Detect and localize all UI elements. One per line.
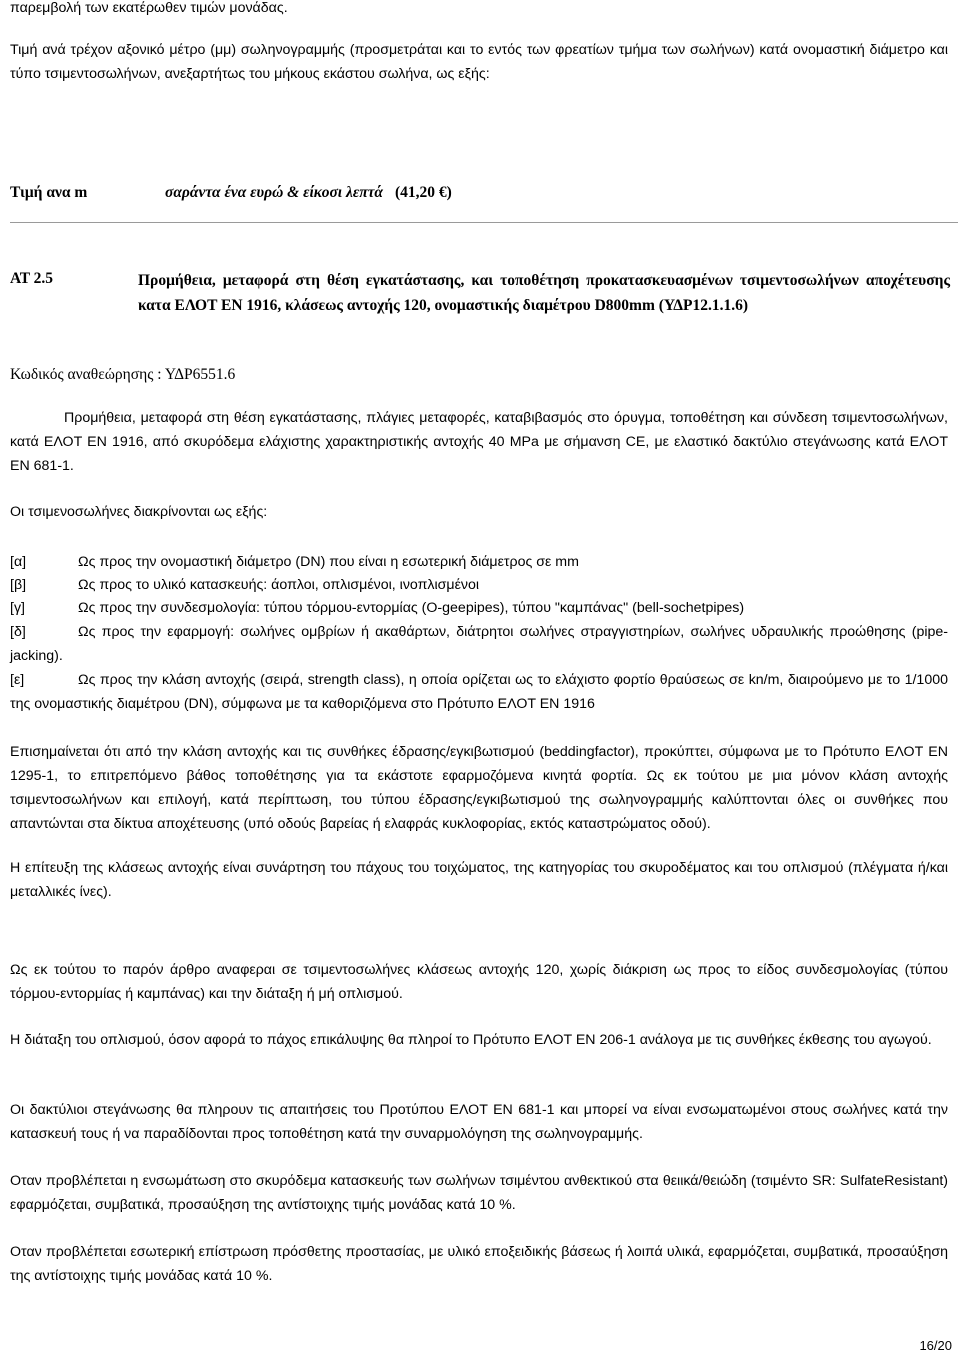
classification-item	[10, 668, 948, 716]
item-marker: [ε]	[10, 672, 25, 688]
item-marker: [δ]	[10, 624, 26, 640]
article-code: ΑΤ 2.5	[10, 270, 53, 287]
article-description: Προμήθεια, μεταφορά στη θέση εγκατάστασης, πλάγιες μεταφορές, καταβιβασμός στο όρυγμα, τοποθέτηση και σύνδεση τσιμεντοσωλήνων, κατά ΕΛΟΤ ΕΝ 1916, από σκυρόδεμα ελάχιστης χαρακτηριστικής αντοχής 40 MPa με σήμανση CE, με ελαστικό δακτύλιο στεγάνωσης κατά ΕΛΟΤ ΕΝ 681-1.	[10, 410, 948, 474]
price-row	[10, 181, 948, 211]
paragraph-class-120: Ως εκ τούτου το παρόν άρθρο αναφεραι σε τσιμεντοσωλήνες κλάσεως αντοχής 120, χωρίς διάκριση ως προς το είδος συνδεσμολογίας (τύπου τόρμου-εντορμίας ή καμπάνας) και την διάταξη ή μή οπλισμού.	[10, 962, 948, 1002]
classification-item	[10, 573, 948, 597]
revision-code: Κωδικός αναθεώρησης : ΥΔΡ6551.6	[10, 366, 236, 383]
price-in-words: σαράντα ένα ευρώ & είκοσι λεπτά	[165, 184, 383, 201]
classification-item	[10, 550, 948, 574]
price-amount: (41,20 €)	[395, 184, 452, 201]
paragraph-beddingfactor: Επισημαίνεται ότι από την κλάση αντοχής και τις συνθήκες έδρασης/εγκιβωτισμού (beddingfactor), προκύπτει, σύμφωνα με το Πρότυπο ΕΛΟΤ ΕΝ 1295-1, το επιτρεπόμενο βάθος τοποθέτησης για τα εκάστοτε εφαρμοζόμενα κινητά φορτία. Ως εκ τούτου με μια μόνον κλάση αντοχής τσιμεντοσωλήνων και επιλογή, κατά περίπτωση, του τύπου έδρασης/εγκιβωτισμού της σωληνογραμμής καλύπτονται όλες οι συνθήκες που απαντώνται στα δίκτυα αποχέτευσης (υπό οδούς βαρείας ή ελαφράς κυκλοφορίας, εκτός καταστρώματος οδού).	[10, 744, 948, 832]
item-marker: [α]	[10, 554, 27, 570]
item-text: Ως προς την εφαρμογή: σωλήνες ομβρίων ή ακαθάρτων, διάτρητοι σωλήνες στραγγιστηρίων, σωλήνες υδραυλικής προώθησης (pipe-jacking).	[10, 624, 948, 664]
page-number: 16/20	[919, 1338, 952, 1353]
article-title: Προμήθεια, μεταφορά στη θέση εγκατάστασης, και τοποθέτηση προκατασκευασμένων τσιμεντοσωλήνων αποχέτευσης κατα ΕΛΟΤ ΕΝ 1916, κλάσεως αντοχής 120, ονομαστικής διαμέτρου D800mm (ΥΔΡ12.1.1.6)	[138, 272, 950, 314]
paragraph-internal-protection: Οταν προβλέπεται εσωτερική επίστρωση πρόσθετης προστασίας, με υλικό εποξειδικής βάσεως ή λοιπά υλικά, εφαρμόζεται, συμβατικά, προσαύξηση της αντίστοιχης τιμής μονάδας κατά 10 %.	[10, 1244, 948, 1284]
paragraph-sulfate-resistant: Οταν προβλέπεται η ενσωμάτωση στο σκυρόδεμα κατασκευής των σωλήνων τσιμέντου ανθεκτικού στα θειικά/θειώδη (τσιμέντο SR: SulfateResistant) εφαρμόζεται, συμβατικά, προσαύξηση της αντίστοιχης τιμής μονάδας κατά 10 %.	[10, 1173, 948, 1213]
intro-fragment: παρεμβολή των εκατέρωθεν τιμών μονάδας.	[10, 0, 288, 16]
paragraph-sealing-rings: Οι δακτύλιοι στεγάνωσης θα πληρουν τις απαιτήσεις του Προτύπου ΕΛΟΤ ΕΝ 681-1 και μπορεί να είναι ενσωματωμένοι στους σωλήνες κατά την κατασκευή τους ή να παραδίδονται προς τοποθέτηση κατά την συναρμολόγηση της σωληνογραμμής.	[10, 1102, 948, 1142]
paragraph-wall-thickness: Η επίτευξη της κλάσεως αντοχής είναι συνάρτηση του πάχους του τοιχώματος, της κατηγορίας του σκυροδέματος και του οπλισμού (πλέγματα ή/και μεταλλικές ίνες).	[10, 860, 948, 900]
item-text: Ως προς την κλάση αντοχής (σειρά, strength class), η οποία ορίζεται ως το ελάχιστο φορτίο θραύσεως σε kn/m, διαιρούμενο με το 1/1000 της ονομαστικής διαμέτρου (DN), σύμφωνα με τα καθοριζόμενα στο Πρότυπο ΕΛΟΤ ΕΝ 1916	[10, 672, 948, 712]
item-marker: [γ]	[10, 600, 25, 616]
item-text: Ως προς το υλικό κατασκευής: άοπλοι, οπλισμένοι, ινοπλισμένοι	[78, 577, 480, 593]
price-label: Τιμή ανα m	[10, 184, 88, 201]
paragraph-reinforcement-cover: Η διάταξη του οπλισμού, όσον αφορά το πάχος επικάλυψης θα πληροί το Πρότυπο ΕΛΟΤ ΕΝ 206-1 ανάλογα με τις συνθήκες έκθεσης του αγωγού.	[10, 1032, 932, 1048]
item-text: Ως προς την ονομαστική διάμετρο (DN) που είναι η εσωτερική διάμετρος σε mm	[78, 554, 579, 570]
classification-item	[10, 596, 948, 620]
classification-item	[10, 620, 948, 668]
intro-paragraph: Τιμή ανά τρέχον αξονικό μέτρο (μμ) σωληνογραμμής (προσμετράται και το εντός των φρεατίων τμήμα των σωλήνων) κατά ονομαστική διάμετρο και τύπο τσιμεντοσωλήνων, ανεξαρτήτως του μήκους εκάστου σωλήνα, ως εξής:	[10, 42, 948, 82]
item-marker: [β]	[10, 577, 27, 593]
item-text: Ως προς την συνδεσμολογία: τύπου τόρμου-εντορμίας (O-geepipes), τύπου "καμπάνας" (bell-sochetpipes)	[78, 600, 745, 616]
section-divider	[10, 222, 958, 223]
classification-intro: Οι τσιμενοσωλήνες διακρίνονται ως εξής:	[10, 504, 268, 520]
